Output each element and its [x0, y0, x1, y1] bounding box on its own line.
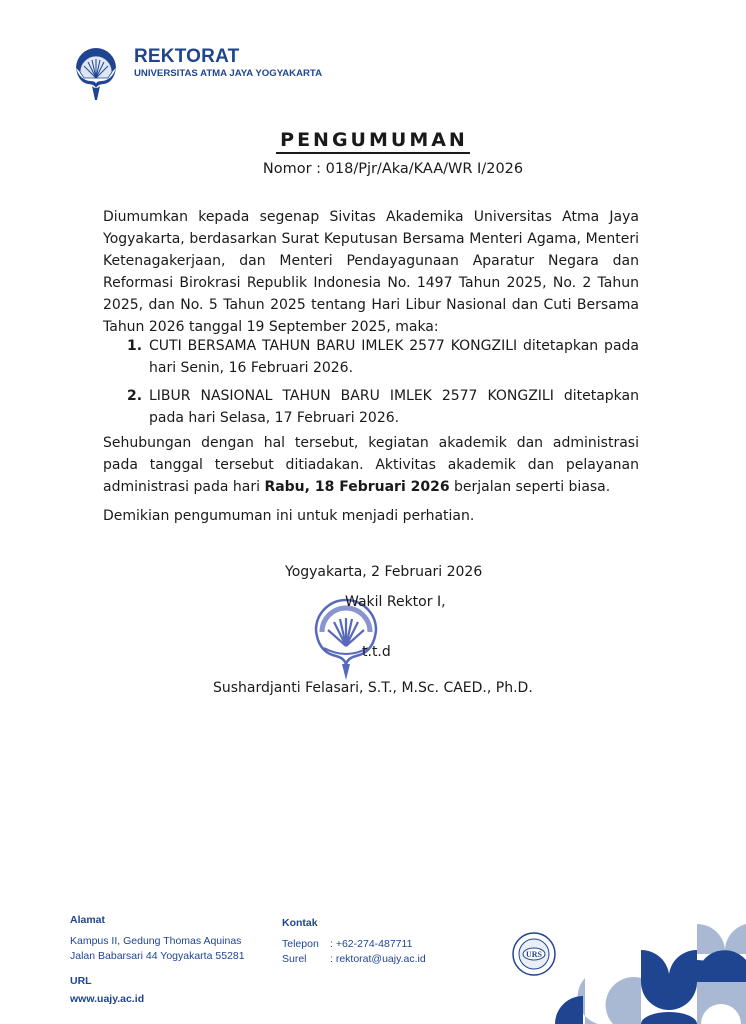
footer-phone-value: : +62-274-487711 — [330, 938, 413, 950]
announcement-number: Nomor : 018/Pjr/Aka/KAA/WR I/2026 — [262, 161, 524, 177]
footer-contact-label: Kontak — [282, 917, 318, 929]
list-item-text: LIBUR NASIONAL TAHUN BARU IMLEK 2577 KONGZILI ditetapkan pada hari Selasa, 17 Februari 2026. — [149, 388, 639, 426]
urs-text: URS — [525, 950, 543, 959]
university-logo-icon — [72, 38, 120, 102]
footer-phone-row — [282, 937, 426, 952]
footer-email-value[interactable]: : rektorat@uajy.ac.id — [330, 953, 426, 965]
footer-url-label: URL — [70, 975, 92, 987]
announcement-title: PENGUMUMAN — [276, 128, 470, 154]
decision-list — [127, 335, 639, 435]
letterhead-subtitle: UNIVERSITAS ATMA JAYA YOGYAKARTA — [134, 68, 322, 79]
footer-address-label: Alamat — [70, 914, 106, 926]
footer-url — [70, 974, 144, 1007]
list-item — [127, 335, 639, 379]
notice-paragraph — [103, 432, 639, 498]
decorative-petal-pattern — [555, 910, 746, 1024]
list-item — [127, 385, 639, 429]
announcement-number-wrap — [0, 159, 746, 179]
footer-address-line1: Kampus II, Gedung Thomas Aquinas — [70, 935, 242, 947]
letterhead-title: REKTORAT — [134, 46, 240, 67]
intro-paragraph: Diumumkan kepada segenap Sivitas Akademika Universitas Atma Jaya Yogyakarta, berdasarkan Surat Keputusan Bersama Menteri Agama, Menteri Ketenagakerjaan, dan Menteri Pendayagunaan Aparatur Negara dan Reformasi Birokrasi Republik Indonesia No. 1497 Tahun 2025, No. 2 Tahun 2025, dan No. 5 Tahun 2025 tentang Hari Libur Nasional dan Cuti Bersama Tahun 2026 tanggal 19 September 2025, maka: — [103, 209, 639, 335]
announcement-title-wrap — [0, 128, 746, 154]
signatory-name: Sushardjanti Felasari, S.T., M.Sc. CAED., Ph.D. — [213, 680, 533, 696]
urs-iso-certification-icon — [512, 932, 556, 976]
footer-url-link[interactable]: www.uajy.ac.id — [70, 993, 145, 1005]
footer-address — [70, 913, 245, 964]
closing-paragraph: Demikian pengumuman ini untuk menjadi perhatian. — [103, 508, 475, 524]
footer-email-row — [282, 952, 426, 967]
notice-date-bold: Rabu, 18 Februari 2026 — [264, 479, 450, 495]
footer-email-label: Surel — [282, 953, 307, 965]
signature-role: Wakil Rektor I, — [345, 594, 446, 610]
letterhead — [72, 38, 322, 102]
list-item-text: CUTI BERSAMA TAHUN BARU IMLEK 2577 KONGZILI ditetapkan pada hari Senin, 16 Februari 2026. — [149, 338, 639, 376]
list-item-number: 2. — [127, 388, 143, 404]
notice-text-pre: Sehubungan dengan hal tersebut, kegiatan akademik dan administrasi pada tanggal tersebut ditiadakan. Aktivitas akademik dan pelayanan administrasi pada hari — [103, 435, 639, 495]
footer-address-line2: Jalan Babarsari 44 Yogyakarta 55281 — [70, 950, 245, 962]
signature-place-date: Yogyakarta, 2 Februari 2026 — [285, 564, 483, 580]
footer-phone-label: Telepon — [282, 938, 319, 950]
signature-ttd: t.t.d — [362, 644, 391, 660]
notice-text-post: berjalan seperti biasa. — [449, 479, 611, 495]
footer-contact — [282, 916, 426, 967]
list-item-number: 1. — [127, 338, 143, 354]
